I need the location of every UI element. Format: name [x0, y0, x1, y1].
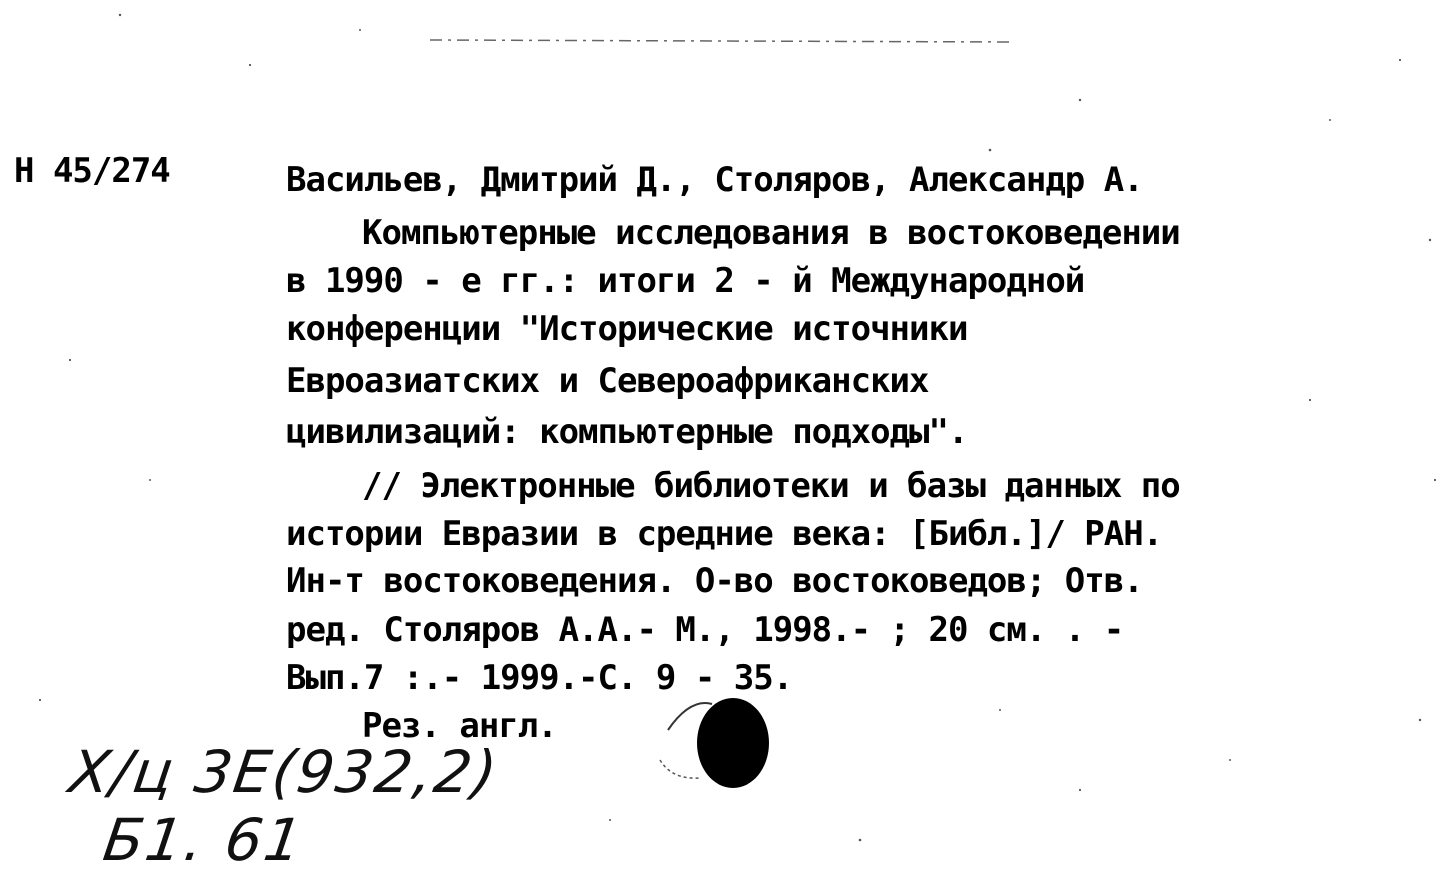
title-line-1: Компьютерные исследования в востоковедении — [362, 213, 1180, 253]
title-line-3: конференции "Исторические источники — [286, 309, 968, 349]
summary-note: Рез. англ. — [362, 706, 557, 746]
title-line-2: в 1990 - е гг.: итоги 2 - й Международной — [286, 261, 1085, 301]
source-line-4: ред. Столяров А.А.- М., 1998.- ; 20 см. . - — [286, 610, 1124, 650]
author-line: Васильев, Дмитрий Д., Столяров, Александр А. — [286, 160, 1143, 200]
shelfmark: Н 45/274 — [14, 151, 170, 191]
handwritten-number: Б1. 61 — [99, 806, 309, 874]
source-line-2: истории Евразии в средние века: [Библ.]/ РАН. — [286, 514, 1163, 554]
title-line-4: Евроазиатских и Североафриканских — [286, 361, 929, 401]
title-line-5: цивилизаций: компьютерные подходы". — [286, 412, 968, 452]
source-line-3: Ин-т востоковедения. О-во востоковедов; Отв. — [286, 561, 1143, 601]
handwritten-classification: Х/ц 3Е(932,2) — [65, 738, 503, 806]
source-line-1: // Электронные библиотеки и базы данных по — [362, 466, 1180, 506]
source-line-5: Вып.7 :.- 1999.-С. 9 - 35. — [286, 658, 793, 698]
